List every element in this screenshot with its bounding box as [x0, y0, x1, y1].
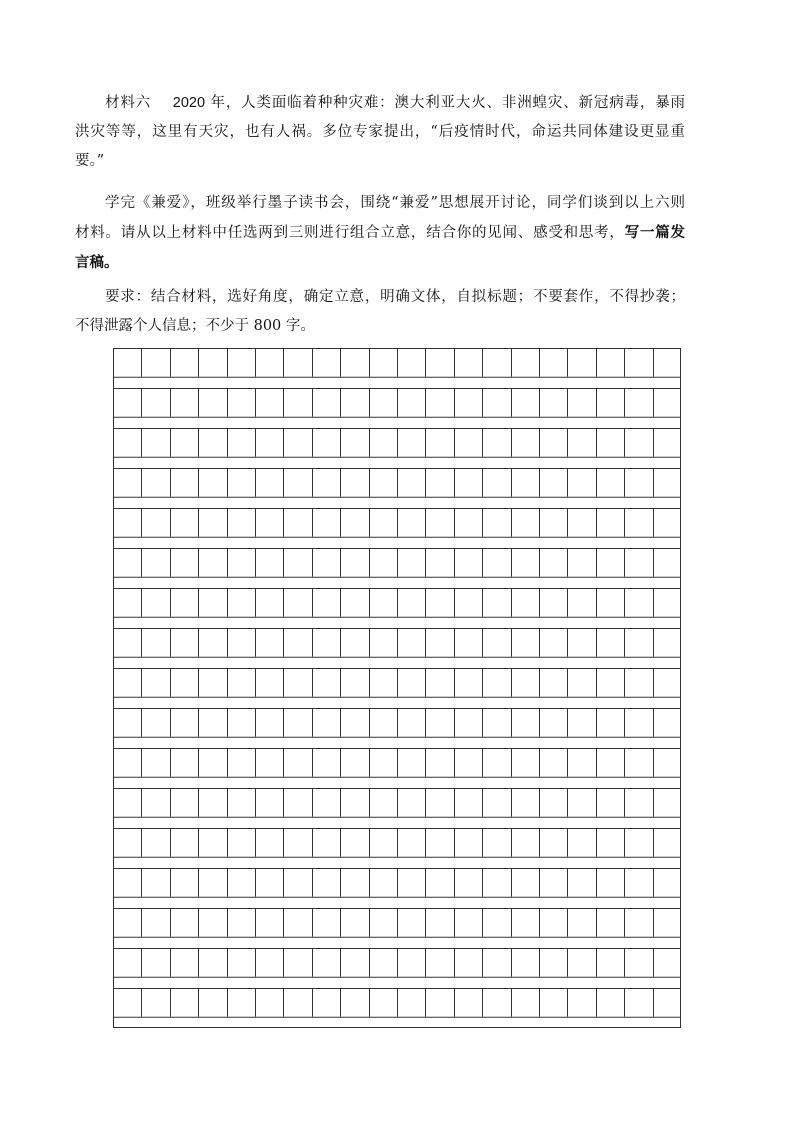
grid-row[interactable] [113, 548, 681, 577]
grid-row[interactable] [113, 428, 681, 457]
grid-row[interactable] [113, 468, 681, 497]
grid-row[interactable] [113, 828, 681, 857]
grid-row[interactable] [113, 388, 681, 417]
writing-prompt [75, 189, 685, 277]
grid-row[interactable] [113, 868, 681, 897]
material-six-line-1 [75, 89, 685, 118]
prompt-task-bold: 写一篇发 [624, 224, 686, 241]
answer-grid-svg[interactable] [113, 348, 681, 1028]
material-six-line-3: 要。” [75, 153, 105, 169]
prompt-line-2-text: 材料。请从以上材料中任选两到三则进行组合立意，结合你的见闻、感受和思考， [75, 225, 625, 241]
grid-row[interactable] [113, 348, 681, 377]
grid-row[interactable] [113, 508, 681, 537]
grid-row[interactable] [113, 628, 681, 657]
answer-grid[interactable] [113, 348, 681, 1028]
requirements-line-2: 不得泄露个人信息；不少于 800 字。 [75, 318, 315, 334]
material-six-text: 年，人类面临着种种灾难：澳大利亚大火、非洲蝗灾、新冠病毒，暴雨 [210, 95, 686, 111]
grid-row[interactable] [113, 988, 681, 1017]
grid-row[interactable] [113, 668, 681, 697]
prompt-line-3: 言稿。 [75, 254, 119, 271]
requirements-line-1: 要求：结合材料，选好角度，确定立意，明确文体，自拟标题；不要套作，不得抄袭； [105, 289, 685, 305]
grid-row[interactable] [113, 788, 681, 817]
requirements [75, 283, 685, 341]
grid-row[interactable] [113, 908, 681, 937]
grid-row[interactable] [113, 948, 681, 977]
grid-row[interactable] [113, 588, 681, 617]
material-six [75, 89, 685, 176]
material-label: 材料六 [105, 95, 152, 111]
year: 2020 [172, 95, 206, 111]
prompt-line-1: 学完《兼爱》，班级举行墨子读书会，围绕“兼爱”思想展开讨论，同学们谈到以上六则 [105, 195, 685, 211]
material-six-line-2: 洪灾等等，这里有天灾，也有人祸。多位专家提出，“后疫情时代，命运共同体建设更显重 [75, 124, 685, 140]
grid-row[interactable] [113, 708, 681, 737]
grid-row[interactable] [113, 748, 681, 777]
prompt-line-2 [75, 218, 685, 248]
